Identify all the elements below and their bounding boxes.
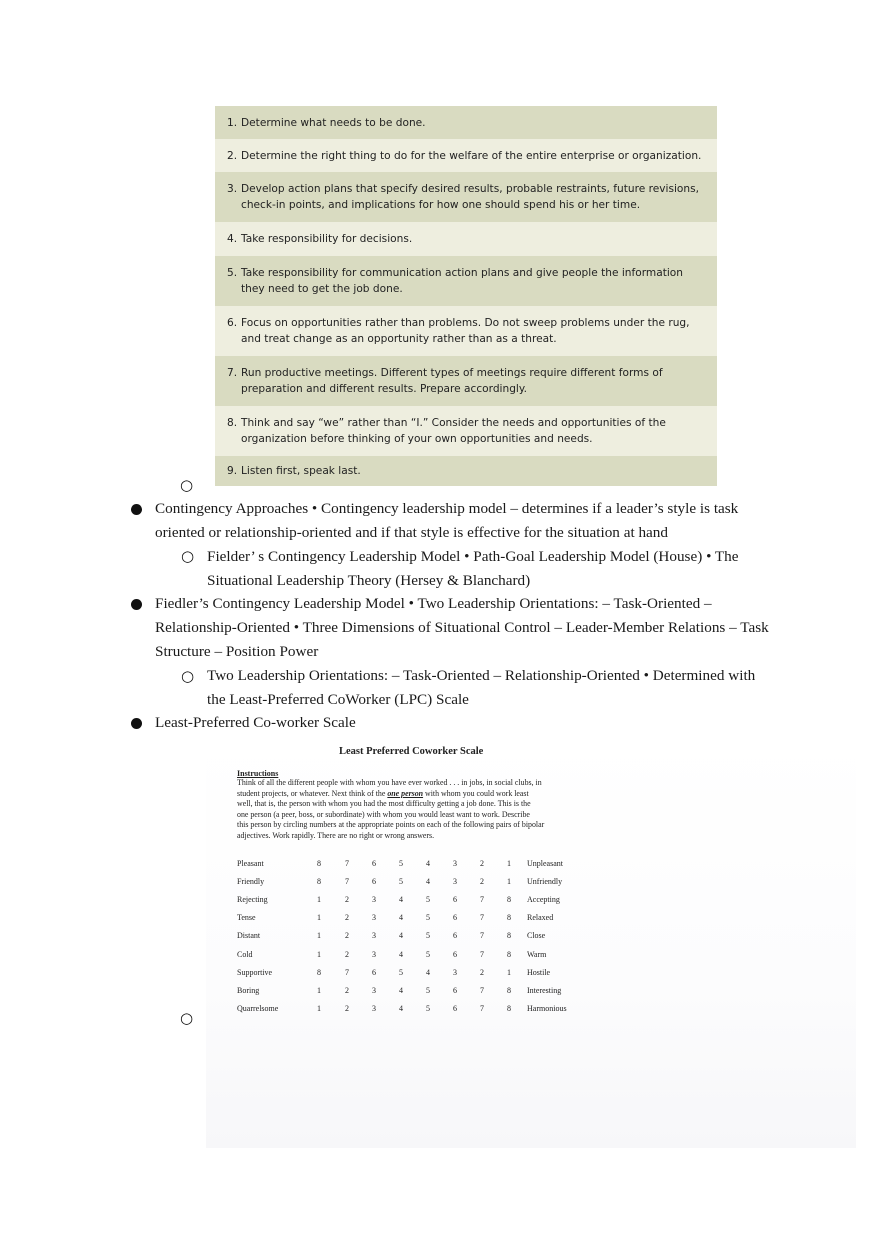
principle-text: Determine the right thing to do for the welfare of the entire enterprise or organization. <box>241 149 702 162</box>
lpc-scale-number[interactable]: 2 <box>480 859 484 868</box>
lpc-scale-number[interactable]: 2 <box>345 949 349 959</box>
bullet-text: Least-Preferred Co-worker Scale <box>155 714 356 731</box>
lpc-scale-row <box>237 877 597 891</box>
principle-number: 8. <box>227 417 238 429</box>
principle-text: Determine what needs to be done. <box>241 116 426 129</box>
lpc-scale-number[interactable]: 4 <box>399 931 403 941</box>
lpc-scale-number[interactable]: 1 <box>317 985 321 995</box>
lpc-scale-number[interactable]: 4 <box>399 913 403 923</box>
lpc-scale-number[interactable]: 5 <box>399 967 403 977</box>
hollow-bullet-icon: ○ <box>180 476 194 494</box>
sub-bullet-text: Fielder’ s Contingency Leadership Model • Path-Goal Leadership Model (House) • The <box>207 548 739 565</box>
lpc-scale-number[interactable]: 7 <box>480 913 484 923</box>
lpc-right-adjective: Interesting <box>527 985 562 995</box>
lpc-scale-row <box>237 1004 597 1018</box>
lpc-scale-number[interactable]: 1 <box>507 877 511 887</box>
instr-line: adjectives. Work rapidly. There are no right or wrong answers. <box>237 830 435 840</box>
instr-line: well, that is, the person with whom you had the most difficulty getting a job done. This is the <box>237 799 531 808</box>
lpc-scale-number[interactable]: 5 <box>399 859 403 868</box>
bullet-dot-icon <box>131 718 142 729</box>
hollow-bullet-icon: ○ <box>181 547 195 565</box>
lpc-scale-row <box>237 913 597 927</box>
principle-row <box>215 222 717 256</box>
lpc-scale-number[interactable]: 3 <box>453 967 457 977</box>
principle-row <box>215 256 717 306</box>
principle-text: Listen first, speak last. <box>241 465 361 477</box>
lpc-scale-number[interactable]: 7 <box>345 877 349 887</box>
lpc-scale-number[interactable]: 2 <box>480 877 484 887</box>
lpc-scale-number[interactable]: 7 <box>480 1003 484 1013</box>
lpc-scale-number[interactable]: 1 <box>317 949 321 959</box>
lpc-scale-number[interactable]: 1 <box>317 913 321 923</box>
lpc-left-adjective: Distant <box>237 931 261 941</box>
principle-text: Focus on opportunities rather than problems. Do not sweep problems under the rug, and treat change as an opportunity rather than as a threat. <box>241 317 690 345</box>
bullet-dot-icon <box>131 504 142 515</box>
lpc-scale-number[interactable]: 4 <box>399 985 403 995</box>
lpc-scale-number[interactable]: 4 <box>399 949 403 959</box>
lpc-scale-number[interactable]: 2 <box>345 913 349 923</box>
instr-emphasis: one person <box>387 788 424 798</box>
lpc-scale-number[interactable]: 1 <box>317 1003 321 1013</box>
lpc-scale-number[interactable]: 6 <box>453 985 457 995</box>
bullet-text: Fiedler’s Contingency Leadership Model • Two Leadership Orientations: – Task-Oriented – <box>155 595 712 612</box>
lpc-scale-number[interactable]: 8 <box>507 931 511 941</box>
lpc-left-adjective: Boring <box>237 985 260 995</box>
lpc-right-adjective: Accepting <box>527 895 560 905</box>
lpc-instructions-heading: Instructions <box>237 769 279 778</box>
lpc-scale-number[interactable]: 7 <box>480 949 484 959</box>
bullet-dot-icon <box>131 599 142 610</box>
principle-row <box>215 406 717 456</box>
bullet-text: Structure – Position Power <box>155 643 319 660</box>
lpc-left-adjective: Cold <box>237 949 253 959</box>
lpc-scale-number[interactable]: 8 <box>507 985 511 995</box>
lpc-scale-number[interactable]: 6 <box>372 967 376 977</box>
lpc-scale-number[interactable]: 6 <box>453 913 457 923</box>
lpc-scale-number[interactable]: 5 <box>426 895 430 905</box>
lpc-scale-number[interactable]: 8 <box>317 877 321 887</box>
instr-line <box>237 789 587 800</box>
lpc-scale-number[interactable]: 7 <box>480 985 484 995</box>
principle-text: Take responsibility for communication action plans and give people the information they need to get the job done. <box>241 267 683 295</box>
lpc-scale-row <box>237 986 597 1000</box>
lpc-scale-row <box>237 859 597 873</box>
lpc-scale-number[interactable]: 5 <box>426 949 430 959</box>
principle-row <box>215 106 717 139</box>
principle-text: Take responsibility for decisions. <box>241 233 413 245</box>
lpc-scale-row <box>237 931 597 945</box>
principle-number: 7. <box>227 367 238 379</box>
lpc-right-adjective: Unfriendly <box>527 877 563 887</box>
lpc-right-adjective: Close <box>527 931 546 941</box>
lpc-scale-number[interactable]: 1 <box>317 895 321 905</box>
lpc-scale-number[interactable]: 7 <box>480 931 484 941</box>
principle-row <box>215 172 717 222</box>
lpc-scale-number[interactable]: 8 <box>507 895 511 905</box>
lpc-right-adjective: Relaxed <box>527 913 554 923</box>
lpc-scale-row <box>237 895 597 909</box>
principle-text: Run productive meetings. Different types of meetings require different forms of preparation and different results. Prepare accordingly. <box>241 367 663 395</box>
lpc-scale-number[interactable]: 3 <box>372 949 376 959</box>
lpc-scale-figure <box>206 738 856 1148</box>
lpc-scale-number[interactable]: 5 <box>426 1003 430 1013</box>
lpc-scale-number[interactable]: 7 <box>480 895 484 905</box>
lpc-scale-number[interactable]: 5 <box>426 913 430 923</box>
lpc-scale-number[interactable]: 3 <box>372 1003 376 1013</box>
lpc-scale-row <box>237 950 597 964</box>
lpc-scale-number[interactable]: 5 <box>399 877 403 887</box>
principle-row <box>215 356 717 406</box>
lpc-scale-number[interactable]: 6 <box>453 1003 457 1013</box>
lpc-scale-number[interactable]: 6 <box>453 949 457 959</box>
lpc-scale-number[interactable]: 8 <box>507 913 511 923</box>
lpc-scale-number[interactable]: 2 <box>345 985 349 995</box>
lpc-scale-number[interactable]: 4 <box>426 877 430 887</box>
lpc-scale-number[interactable]: 2 <box>345 895 349 905</box>
lpc-left-adjective: Tense <box>237 913 256 923</box>
lpc-left-adjective: Quarrelsome <box>237 1003 279 1013</box>
lpc-scale-number[interactable]: 1 <box>317 931 321 941</box>
lpc-scale-number[interactable]: 4 <box>399 895 403 905</box>
lpc-scale-number[interactable]: 3 <box>372 913 376 923</box>
principle-number: 9. <box>227 465 238 477</box>
principle-number: 6. <box>227 317 238 329</box>
lpc-scale-number[interactable]: 4 <box>426 967 430 977</box>
principle-row <box>215 456 717 486</box>
lpc-scale-number[interactable]: 7 <box>345 859 349 868</box>
principle-number: 5. <box>227 267 238 279</box>
lpc-scale-number[interactable]: 1 <box>507 859 511 868</box>
lpc-scale-number[interactable]: 6 <box>453 931 457 941</box>
lpc-left-adjective: Friendly <box>237 877 265 887</box>
principle-text: Think and say “we” rather than “I.” Consider the needs and opportunities of the organization before thinking of your own opportunities and needs. <box>241 417 666 445</box>
lpc-scale-number[interactable]: 8 <box>507 949 511 959</box>
lpc-scale-number[interactable]: 2 <box>345 931 349 941</box>
bullet-text: oriented or relationship-oriented and if that style is effective for the situation at hand <box>155 524 668 541</box>
lpc-scale-number[interactable]: 3 <box>453 877 457 887</box>
instr-text: student projects, or whatever. Next think of the <box>237 788 388 798</box>
bullet-text: Contingency Approaches • Contingency leadership model – determines if a leader’s style is task <box>155 500 739 517</box>
lpc-scale-number[interactable]: 1 <box>507 967 511 977</box>
lpc-scale-number[interactable]: 5 <box>426 931 430 941</box>
sub-bullet-text: the Least-Preferred CoWorker (LPC) Scale <box>207 691 469 708</box>
lpc-scale-number[interactable]: 6 <box>453 895 457 905</box>
instr-line: this person by circling numbers at the appropriate points on each of the following pairs of bipolar <box>237 820 545 829</box>
principle-number: 1. <box>227 116 238 129</box>
lpc-right-adjective: Unpleasant <box>527 859 563 868</box>
lpc-scale-number[interactable]: 3 <box>372 895 376 905</box>
lpc-scale-number[interactable]: 8 <box>507 1003 511 1013</box>
lpc-right-adjective: Harmonious <box>527 1003 567 1013</box>
principle-number: 3. <box>227 183 238 195</box>
lpc-scale-number[interactable]: 4 <box>399 1003 403 1013</box>
lpc-scale-number[interactable]: 6 <box>372 859 376 868</box>
instr-text: with whom you could work least <box>423 788 529 798</box>
lpc-scale-number[interactable]: 3 <box>372 931 376 941</box>
lpc-scale-number[interactable]: 6 <box>372 877 376 887</box>
principle-row <box>215 139 717 172</box>
principles-table <box>215 106 717 486</box>
principle-number: 2. <box>227 149 238 162</box>
lpc-scale-number[interactable]: 7 <box>345 967 349 977</box>
lpc-scale-number[interactable]: 5 <box>426 985 430 995</box>
lpc-left-adjective: Rejecting <box>237 895 268 905</box>
lpc-right-adjective: Warm <box>527 949 547 959</box>
bullet-text: Relationship-Oriented • Three Dimensions of Situational Control – Leader-Member Relations – Task <box>155 619 769 636</box>
principle-text: Develop action plans that specify desired results, probable restraints, future revisions, check-in points, and implications for how one should spend his or her time. <box>241 183 700 211</box>
hollow-bullet-icon: ○ <box>180 1009 194 1027</box>
lpc-scale-number[interactable]: 2 <box>480 967 484 977</box>
instr-line: Think of all the different people with whom you have ever worked . . . in jobs, in social clubs, in <box>237 778 542 787</box>
lpc-title: Least Preferred Coworker Scale <box>339 746 484 757</box>
instr-line: one person (a peer, boss, or subordinate) with whom you would least want to work. Describe <box>237 809 530 819</box>
hollow-bullet-icon: ○ <box>181 667 195 685</box>
lpc-left-adjective: Pleasant <box>237 859 264 868</box>
lpc-scale-number[interactable]: 4 <box>426 859 430 868</box>
lpc-scale-number[interactable]: 3 <box>453 859 457 868</box>
principle-row <box>215 306 717 356</box>
lpc-left-adjective: Supportive <box>237 967 273 977</box>
sub-bullet-text: Situational Leadership Theory (Hersey & Blanchard) <box>207 572 531 589</box>
lpc-scale-row <box>237 968 597 982</box>
principle-number: 4. <box>227 233 238 245</box>
lpc-scale-number[interactable]: 2 <box>345 1003 349 1013</box>
lpc-scale-number[interactable]: 8 <box>317 859 321 868</box>
lpc-scale-number[interactable]: 8 <box>317 967 321 977</box>
lpc-scale-number[interactable]: 3 <box>372 985 376 995</box>
lpc-right-adjective: Hostile <box>527 967 551 977</box>
sub-bullet-text: Two Leadership Orientations: – Task-Oriented – Relationship-Oriented • Determined with <box>207 667 756 684</box>
lpc-instructions <box>237 778 587 841</box>
